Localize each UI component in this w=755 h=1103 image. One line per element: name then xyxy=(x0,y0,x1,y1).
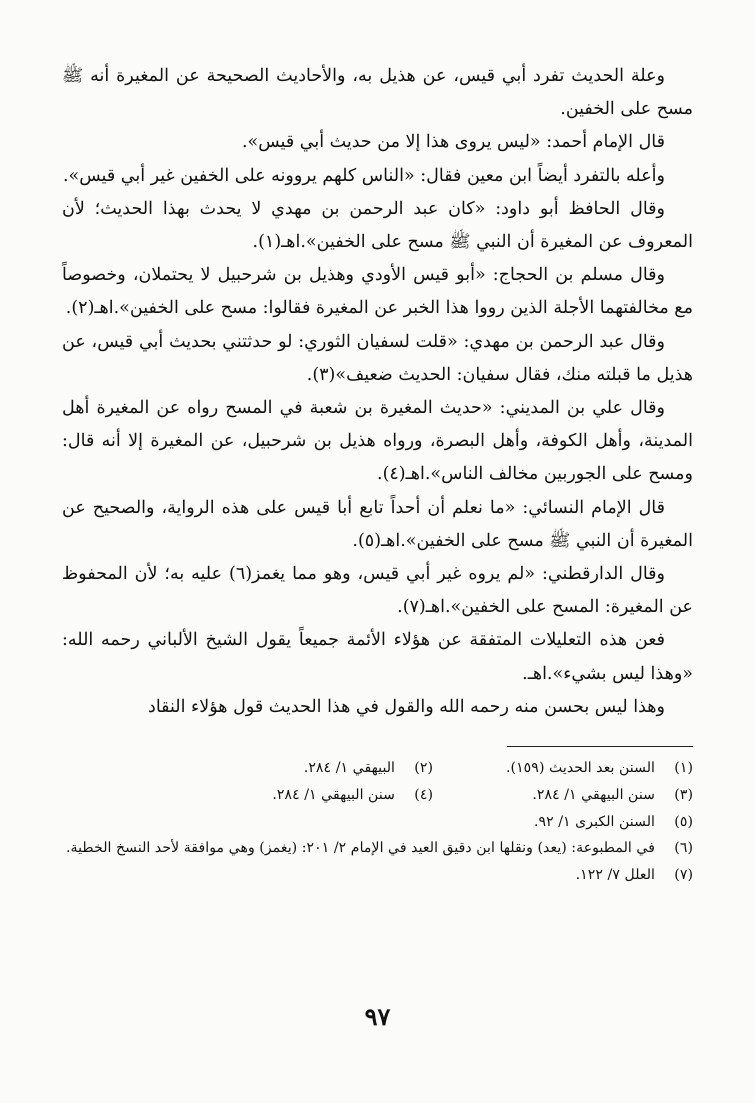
paragraph: وقال عبد الرحمن بن مهدي: «قلت لسفيان الثوري: لو حدثتني بحديث أبي قيس، عن هذيل ما قبلته منك، فقال سفيان: الحديث ضعيف»(٣). xyxy=(62,331,693,385)
paragraph: وأعله بالتفرد أيضاً ابن معين فقال: «الناس كلهم يروونه على الخفين غير أبي قيس». xyxy=(62,165,665,186)
paragraph: قال الإمام النسائي: «ما نعلم أن أحداً تابع أبا قيس على هذه الرواية، والصحيح عن المغيرة أن النبي ﷺ مسح على الخفين».اهـ(٥). xyxy=(62,497,693,551)
footnote-number: (١) xyxy=(674,760,693,777)
page-number: ٩٧ xyxy=(364,1002,391,1031)
footnote-number: (٤) xyxy=(414,786,433,803)
footnote-text: البيهقي ١/ ٢٨٤. xyxy=(303,760,395,777)
paragraph: وهذا ليس بحسن منه رحمه الله والقول في هذا الحديث قول هؤلاء النقاد xyxy=(148,696,665,717)
footnote xyxy=(62,835,693,862)
paragraph: وعلة الحديث تفرد أبي قيس، عن هذيل به، والأحاديث الصحيحة عن المغيرة أنه ﷺ مسح على الخفين. xyxy=(62,66,693,120)
main-text xyxy=(62,60,693,724)
footnote-text: سنن البيهقي ١/ ٢٨٤. xyxy=(532,786,655,803)
paragraph: فعن هذه التعليلات المتفقة عن هؤلاء الأئمة جميعاً يقول الشيخ الألباني رحمه الله: «وهذا ليس بشيء».اهـ. xyxy=(62,630,693,684)
paragraph: وقال مسلم بن الحجاج: «أبو قيس الأودي وهذيل بن شرحبيل لا يحتملان، وخصوصاً مع مخالفتهما الأجلة الذين رووا هذا الخبر عن المغيرة فقالوا: مسح على الخفين».اهـ(٢). xyxy=(62,265,693,319)
footnote-number: (٣) xyxy=(674,786,693,803)
footnote-row xyxy=(62,782,693,809)
footnote xyxy=(62,862,693,889)
footnote-number: (٧) xyxy=(674,867,693,884)
footnote xyxy=(62,809,693,836)
footnote-text: السنن الكبرى ١/ ٩٢. xyxy=(533,813,655,830)
footnote-number: (٦) xyxy=(674,840,693,857)
footnote-number: (٢) xyxy=(414,760,433,777)
footnote xyxy=(433,782,693,809)
footnote-text: سنن البيهقي ١/ ٢٨٤. xyxy=(272,786,395,803)
footnote xyxy=(433,755,693,782)
footnote-text: السنن بعد الحديث (١٥٩). xyxy=(506,760,655,777)
paragraph: وقال علي بن المديني: «حديث المغيرة بن شعبة في المسح رواه عن المغيرة أهل المدينة، وأهل الكوفة، وأهل البصرة، ورواه هذيل بن شرحبيل، عن المغيرة إلا أنه قال: ومسح على الجوربين مخالف الناس».اهـ(٤). xyxy=(62,398,693,485)
footnote-row xyxy=(62,755,693,782)
footnote-text: في المطبوعة: (يعد) ونقلها ابن دقيق العيد في الإمام ٢/ ٢٠١: (يغمز) وهي موافقة لأحد النسخ الخطية. xyxy=(66,840,655,857)
paragraph: قال الإمام أحمد: «ليس يروى هذا إلا من حديث أبي قيس». xyxy=(241,132,665,153)
footnote-number: (٥) xyxy=(674,813,693,830)
footnote-text: العلل ٧/ ١٢٢. xyxy=(575,867,655,884)
footnote-divider xyxy=(507,746,693,747)
footnote xyxy=(173,782,433,809)
paragraph: وقال الدارقطني: «لم يروه غير أبي قيس، وهو مما يغمز(٦) عليه به؛ لأن المحفوظ عن المغيرة: المسح على الخفين».اهـ(٧). xyxy=(62,564,693,618)
paragraph: وقال الحافظ أبو داود: «كان عبد الرحمن بن مهدي لا يحدث بهذا الحديث؛ لأن المعروف عن المغيرة أن النبي ﷺ مسح على الخفين».اهـ(١). xyxy=(62,198,693,253)
footnotes xyxy=(62,755,693,889)
footnote xyxy=(173,755,433,782)
